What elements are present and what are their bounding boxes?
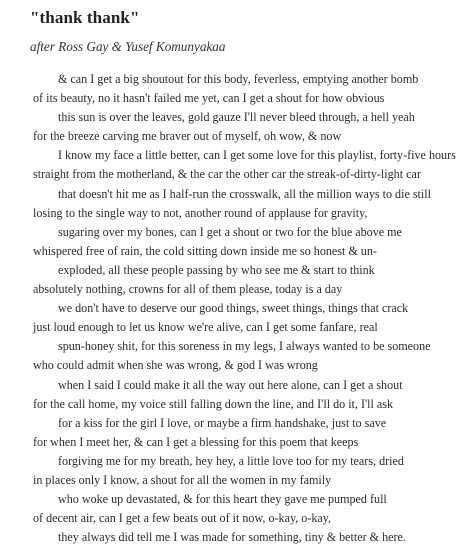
poem-line: & can I get a big shoutout for this body, feverless, emptying another bomb [58,72,419,86]
poem-line: in places only I know, a shout for all the women in my family [33,472,332,487]
poem-title: "thank thank" [30,8,140,27]
poem-line: for a kiss for the girl I love, or maybe a firm handshake, just to save [58,415,387,430]
poem-line: they always did tell me I was made for something, tiny & better & here. [58,530,406,545]
poem-line: straight from the motherland, & the car the other car the streak-of-dirty-light car [33,167,421,182]
poem-line: losing to the single way to not, another round of applause for gravity, [33,205,368,220]
poem-line: I know my face a little better, can I get some love for this playlist, forty-five hours [58,148,456,163]
poem-line: sugaring over my bones, can I get a shout or two for the blue above me [58,224,402,239]
poem-line: for the breeze carving me braver out of myself, oh wow, & now [33,129,342,144]
poem-line: that doesn't hit me as I half-run the crosswalk, all the million ways to die still [58,186,431,201]
poem-line: for when I meet her, & can I get a blessing for this poem that keeps [33,434,359,449]
poem-line: who could admit when she was wrong, & god I was wrong [33,358,318,373]
poem-body [33,70,456,547]
poem-line: whispered free of rain, the cold sitting down inside me so honest & un- [33,243,377,258]
poem-line: just loud enough to let us know we're alive, can I get some fanfare, real [33,320,378,335]
poem-line: spun-honey shit, for this soreness in my legs, I always wanted to be someone [58,339,431,354]
poem-line: who woke up devastated, & for this heart they gave me pumped full [58,492,387,507]
poem-epigraph: after Ross Gay & Yusef Komunyakaa [30,39,226,54]
poem-line: we don't have to deserve our good things, sweet things, things that crack [58,301,409,316]
poem-line: exploded, all these people passing by who see me & start to think [58,262,375,277]
poem-line: when I said I could make it all the way out here alone, can I get a shout [58,377,403,392]
poem-line: for the call home, my voice still falling down the line, and I'll do it, I'll ask [33,396,394,411]
poem-line: of decent air, can I get a few beats out of it now, o-kay, o-kay, [33,511,332,526]
poem-line: this sun is over the leaves, gold gauze I'll never bleed through, a hell yeah [58,110,415,125]
poem-line: forgiving me for my breath, hey hey, a little love too for my tears, dried [58,453,404,468]
poem-line: of its beauty, no it hasn't failed me yet, can I get a shout for how obvious [33,91,385,106]
poem-line: absolutely nothing, crowns for all of them please, today is a day [33,282,343,297]
